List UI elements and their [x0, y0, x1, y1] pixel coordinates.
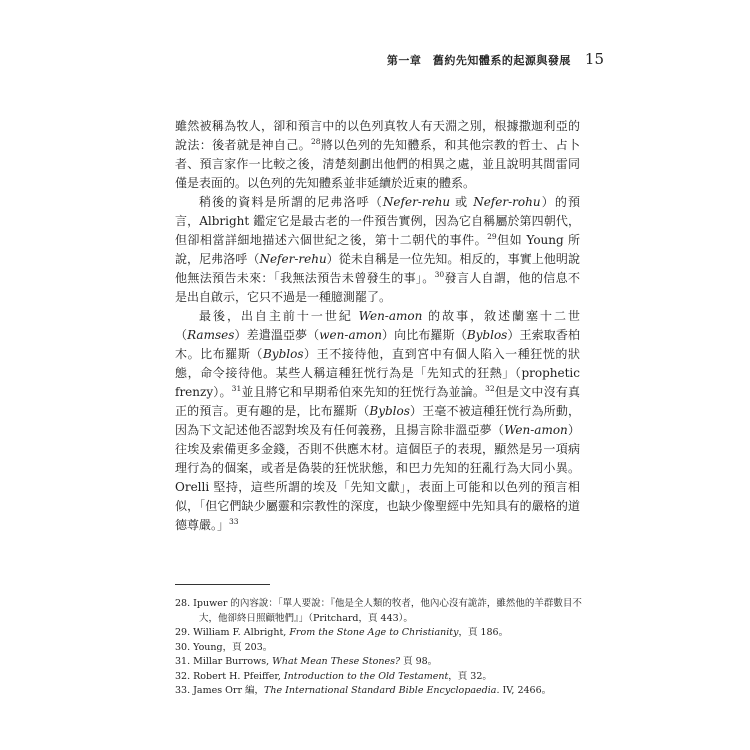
footnote-30	[175, 641, 585, 656]
italic-term: Wen-amon	[504, 423, 568, 437]
book-title: The International Standard Bible Encyclopaedia	[264, 685, 497, 696]
running-head	[387, 50, 604, 68]
text-run: ，頁 186。	[458, 627, 509, 638]
footnote-marker: 28	[310, 137, 321, 146]
text-run: 30. Young，頁 203。	[175, 641, 273, 653]
italic-term: wen-amon	[319, 328, 382, 342]
text-run: 並且將它和早期希伯來先知的狂恍行為並論。	[241, 385, 486, 399]
footnote-33	[175, 684, 585, 699]
book-title: What Mean These Stones?	[272, 656, 401, 667]
text-run: 29. William F. Albright,	[175, 627, 290, 638]
italic-term: Nefer-rehu	[382, 195, 451, 209]
book-title: From the Stone Age to Christianity	[289, 627, 459, 638]
text-run: 32. Robert H. Pfeiffer,	[175, 670, 284, 682]
text-run: ）從未自稱是一位先知。相反的，事實上他明說他無法預告未來：「我無法預告未曾發生的事」。	[175, 252, 580, 285]
italic-term: Wen-amon	[358, 309, 423, 323]
body-text	[175, 117, 580, 535]
text-run: ）王毫不被這種狂恍行為所動，因為下文記述他否認對埃及有任何義務，且揚言除非溫亞夢（	[175, 404, 580, 437]
book-title: Introduction to the Old Testament	[283, 670, 449, 682]
text-run: 的故事，敘述蘭塞十二世（	[175, 309, 580, 342]
text-run: 最後，出自主前十一世紀	[199, 309, 359, 323]
text-run: 稍後的資料是所謂的尼弗洛呼（	[199, 195, 383, 209]
text-run: ）王索取香柏木。比布羅斯（	[175, 328, 580, 361]
text-run: 發言人自謂，他的信息不是出自啟示，它只不過是一種臆測罷了。	[175, 271, 580, 304]
text-run: 頁 98。	[400, 656, 438, 667]
footnote-marker: 33	[229, 517, 239, 526]
italic-term: Byblos	[262, 347, 304, 361]
footnote-31	[175, 655, 585, 670]
footnote-marker: 29	[487, 232, 497, 241]
footnote-32	[175, 670, 585, 685]
italic-term: Nefer-rehu	[259, 252, 327, 266]
text-run: ）往埃及索備更多金錢，否則不供應木材。這個臣子的表現，顯然是另一項病理行為的個案，或者是偽裝的狂恍狀態，和巴力先知的狂亂行為大同小異。Orelli 堅持，這些所謂的埃及「先知文獻」，表面上可能和以色列的預言相似，「但它們缺少屬靈和宗教性的深度，也缺少像聖經中先知具有的嚴格的道德尊嚴。」	[175, 423, 580, 532]
footnote-29	[175, 626, 585, 641]
italic-term: Byblos	[466, 328, 508, 342]
text-run: 31. Millar Burrows,	[175, 656, 273, 667]
footnotes	[175, 597, 585, 699]
text-run: 雖然被稱為牧人，卻和預言中的以色列真牧人有天淵之別，根據撒迦利亞的說法：後者就是神自己。	[175, 119, 580, 152]
footnote-marker: 30	[434, 270, 445, 279]
text-run: ，頁 32。	[448, 670, 492, 682]
text-run: ）的預言，Albright 鑑定它是最古老的一件預告實例，因為它自稱屬於第四朝代，但卻相當詳細地描述六個世紀之後，第十二朝代的事件。	[175, 195, 580, 247]
footnote-divider	[175, 584, 270, 585]
paragraph-1	[175, 117, 580, 193]
italic-term: Ramses	[187, 328, 235, 342]
text-run: 將以色列的先知體系，和其他宗教的哲士、占卜者、預言家作一比較之後，清楚刻劃出他們的相異之處，並且說明其間雷同僅是表面的。以色列的先知體系並非延續於近東的體系。	[175, 138, 580, 190]
text-run: 但是文中沒有真正的預言。更有趣的是，比布羅斯（	[175, 385, 580, 418]
paragraph-3	[175, 307, 580, 535]
footnote-marker: 31	[231, 384, 242, 393]
text-run: ）王不接待他，直到宮中有個人陷入一種狂恍的狀態，命令接待他。某些人稱這種狂恍行為是「先知式的狂熱」（prophetic frenzy）。	[175, 347, 580, 399]
text-run: 但如 Young 所說，尼弗洛呼（	[175, 233, 580, 266]
text-run: 或	[450, 195, 474, 209]
chapter-title: 第一章 舊約先知體系的起源與發展	[386, 54, 571, 67]
text-run: 28. Ipuwer 的內容說：「單人要說：『他是全人類的牧者，他內心沒有詭詐，雖然他的羊群數目不大，他卻終日照顧牠們』」（Pritchard，頁 443）。	[175, 598, 582, 624]
footnote-marker: 32	[485, 384, 495, 393]
italic-term: Byblos	[369, 404, 410, 418]
footnote-28	[175, 597, 585, 626]
text-run: ）向比布羅斯（	[381, 328, 467, 342]
page-number: 15	[584, 50, 604, 68]
text-run: ）差遣溫亞夢（	[234, 328, 320, 342]
italic-term: Nefer-rohu	[473, 195, 541, 209]
paragraph-2	[175, 193, 580, 307]
text-run: . IV, 2466。	[496, 685, 552, 696]
text-run: 33. James Orr 編，	[175, 685, 265, 696]
